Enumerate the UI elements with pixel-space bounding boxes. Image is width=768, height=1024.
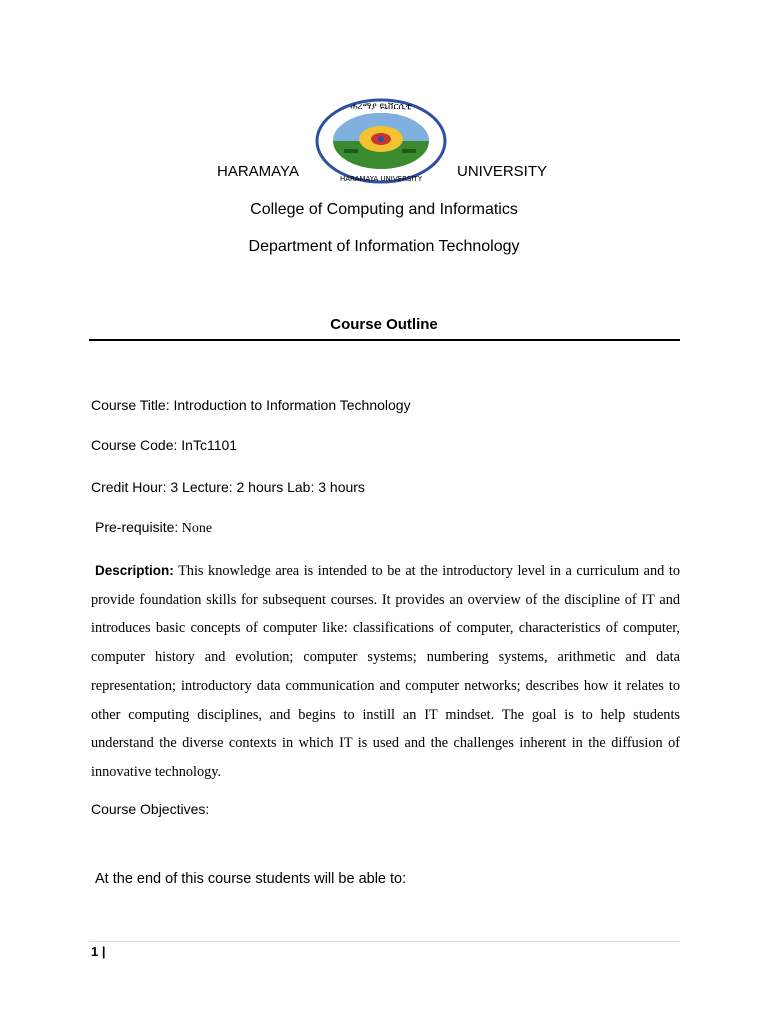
title-divider	[89, 339, 680, 341]
course-code-field: Course Code: InTc1101	[91, 437, 238, 453]
university-name-right: UNIVERSITY	[457, 163, 548, 180]
document-title: Course Outline	[330, 316, 438, 333]
logo-text-bottom: HARAMAYA UNIVERSITY	[339, 175, 423, 183]
university-name-left: HARAMAYA	[217, 163, 299, 180]
prerequisite-value: None	[178, 521, 213, 536]
prerequisite-label: Pre-requisite:	[95, 519, 179, 535]
description-paragraph	[91, 557, 680, 787]
objectives-heading: Course Objectives:	[91, 801, 210, 817]
description-label: Description:	[95, 563, 174, 578]
credit-hour-field: Credit Hour: 3 Lecture: 2 hours Lab: 3 hours	[91, 479, 365, 495]
description-text: This knowledge area is intended to be at the introductory level in a curriculum and to provide foundation skills for subsequent courses. It provides an overview of the discipline of IT and introduces basic concepts of computer like: classifications of computer, characteristics of computer, computer history and evolution; computer systems; numbering systems, arithmetic and data representation; introductory data communication and computer networks; describes how it relates to other computing disciplines, and begins to instill an IT mindset. The goal is to help students understand the diverse contexts in which IT is used and the challenges inherent in the diffusion of innovative technology.	[91, 563, 680, 780]
department-name: Department of Information Technology	[248, 238, 520, 255]
course-title-field: Course Title: Introduction to Information Technology	[91, 397, 411, 413]
college-name: College of Computing and Informatics	[250, 201, 518, 218]
objectives-intro: At the end of this course students will be able to:	[95, 871, 407, 887]
logo-text-top: ሐረማያ ዩኒቨርሲቲ	[350, 102, 412, 112]
page-number: 1 |	[91, 944, 106, 959]
prerequisite-field	[95, 519, 212, 537]
footer-divider	[89, 941, 680, 942]
university-logo	[314, 97, 448, 185]
